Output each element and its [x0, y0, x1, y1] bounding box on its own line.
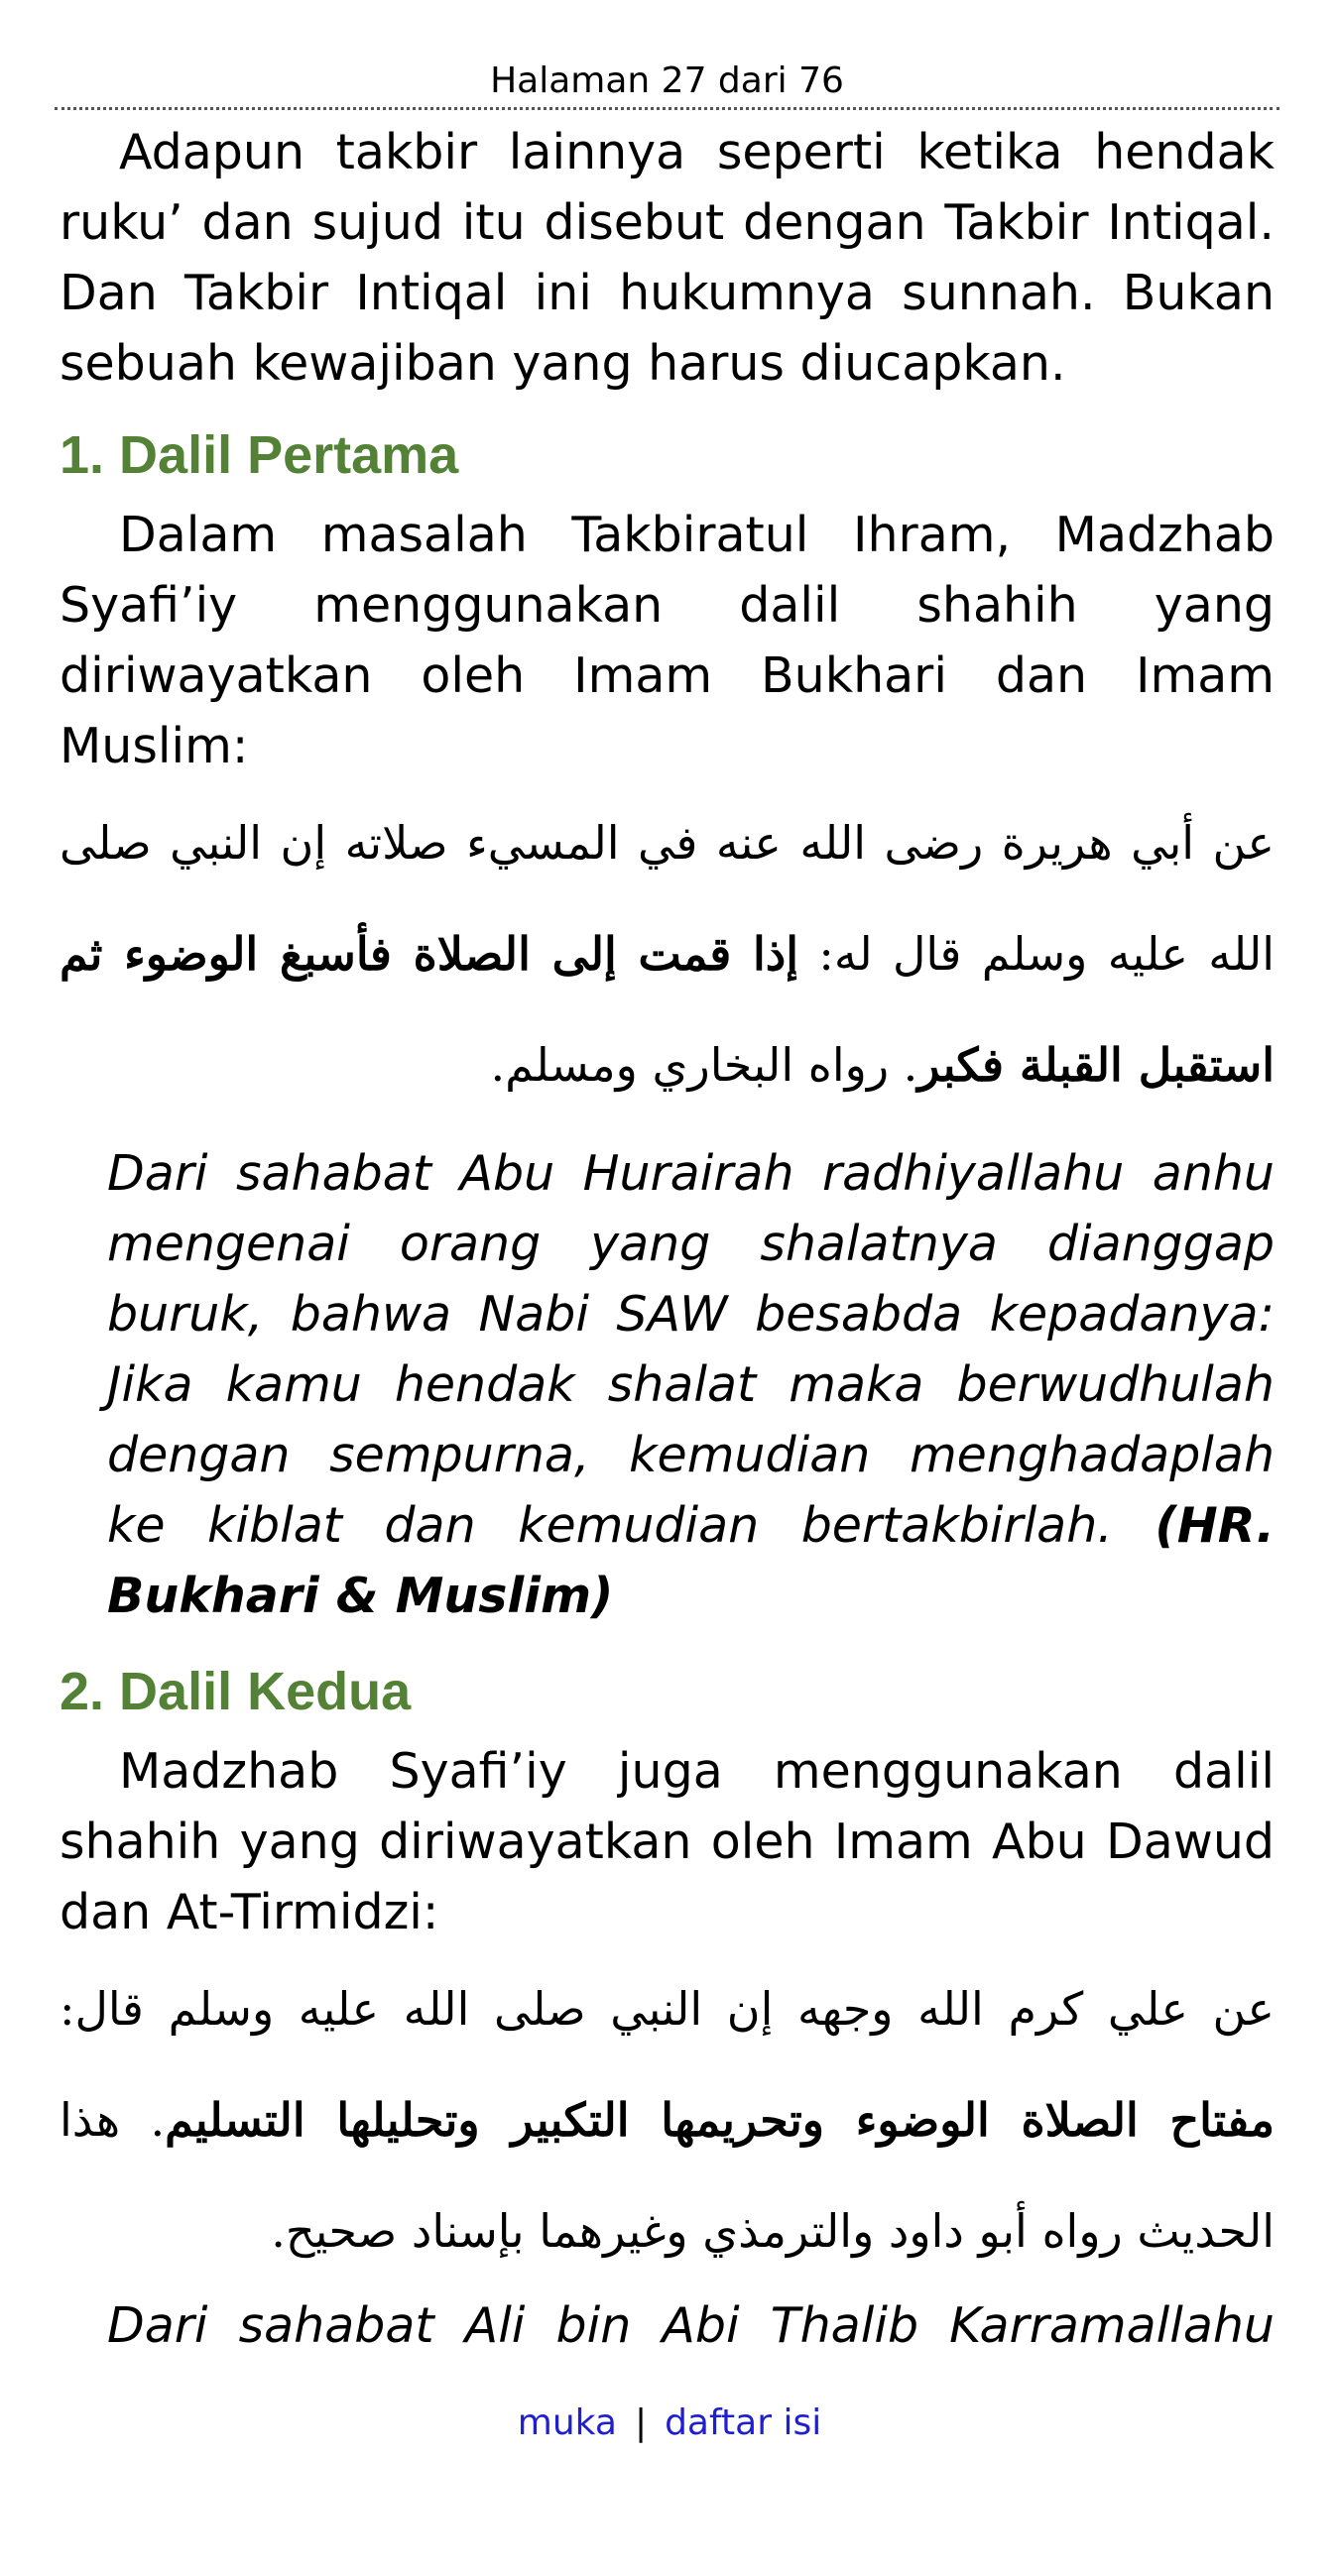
arabic-text: عن علي كرم الله وجهه إن النبي صلى الله عليه وسلم قال:: [60, 1982, 1275, 2036]
section-heading-2: 2. Dalil Kedua: [60, 1662, 412, 1721]
hadith-citation: (HR. Bukhari & Muslim): [107, 1497, 1275, 1624]
page-content: [60, 117, 1275, 2361]
section1-arabic-hadith: [60, 787, 1275, 1120]
arabic-text: عن أبي هريرة رضى الله عنه في المسيء صلاته إن النبي صلى الله عليه وسلم قال له:: [60, 816, 1275, 981]
footer-separator: |: [634, 2402, 648, 2443]
page-indicator: Halaman 27 dari 76: [55, 58, 1279, 110]
arabic-text: . هذا الحديث رواه أبو داود والترمذي وغيرهما بإسناد صحيح.: [60, 2093, 1275, 2258]
arabic-bold-text: مفتاح الصلاة الوضوء وتحريمها التكبير وتحليلها التسليم: [165, 2093, 1275, 2147]
translation-text: Dari sahabat Abu Hurairah radhiyallahu anhu mengenai orang yang shalatnya dianggap buruk, bahwa Nabi SAW besabda kepadanya: Jika kamu hendak shalat maka berwudhulah dengan sempurna, kemudian menghadaplah ke kiblat dan kemudian bertakbirlah.: [107, 1145, 1275, 1554]
intro-paragraph: Adapun takbir lainnya seperti ketika hendak ruku’ dan sujud itu disebut dengan Takbir Intiqal. Dan Takbir Intiqal ini hukumnya sunnah. Bukan sebuah kewajiban yang harus diucapkan.: [60, 124, 1275, 392]
arabic-text: . رواه البخاري ومسلم.: [490, 1038, 918, 1092]
section2-paragraph: Madzhab Syafi’iy juga menggunakan dalil shahih yang diriwayatkan oleh Imam Abu Dawud dan At-Tirmidzi:: [60, 1743, 1275, 1940]
section1-paragraph: Dalam masalah Takbiratul Ihram, Madzhab Syafi’iy menggunakan dalil shahih yang diriwayatkan oleh Imam Bukhari dan Imam Muslim:: [60, 507, 1275, 774]
section1-translation: [107, 1138, 1275, 1631]
section2-translation: Dari sahabat Ali bin Abi Thalib Karramallahu: [107, 2297, 1275, 2354]
section-heading-1: 1. Dalil Pertama: [60, 425, 459, 485]
footer-nav: [0, 2400, 1339, 2447]
arabic-bold-text: إذا قمت إلى الصلاة فأسبغ الوضوء ثم استقبل القبلة فكبر: [60, 927, 1275, 1092]
cover-link[interactable]: muka: [517, 2402, 617, 2443]
section2-arabic-hadith: [60, 1953, 1275, 2286]
table-of-contents-link[interactable]: daftar isi: [665, 2402, 822, 2443]
